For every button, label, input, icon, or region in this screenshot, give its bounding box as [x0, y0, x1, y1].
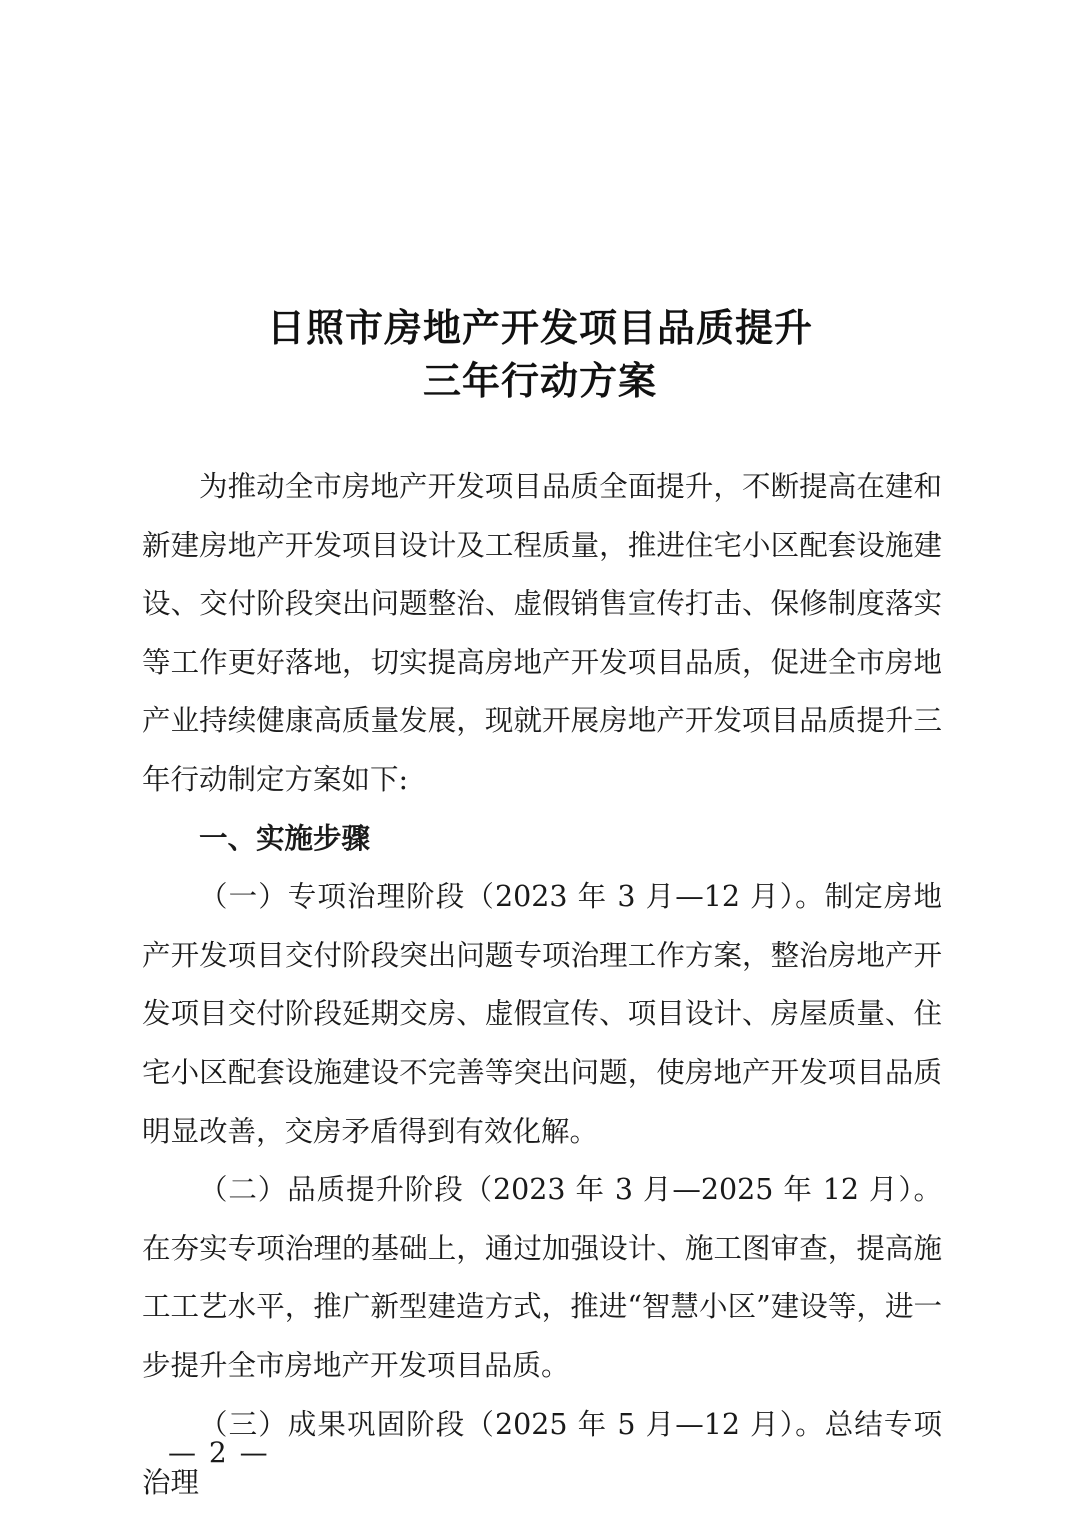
- stage3-paragraph: （三）成果巩固阶段（2025 年 5 月—12 月）。总结专项治理: [142, 1407, 942, 1500]
- document-title-line1: 日照市房地产开发项目品质提升: [266, 306, 813, 350]
- intro-paragraph: 为推动全市房地产开发项目品质全面提升，不断提高在建和新建房地产开发项目设计及工程质量，推进住宅小区配套设施建设、交付阶段突出问题整治、虚假销售宣传打击、保修制度落实等工作更好落地，切实提高房地产开发项目品质，促进全市房地产业持续健康高质量发展，现就开展房地产开发项目品质提升三年行动制定方案如下:: [142, 470, 942, 796]
- section-heading-implementation-steps: 一、实施步骤: [199, 821, 371, 855]
- document-title-line2: 三年行动方案: [422, 359, 657, 403]
- stage2-paragraph: （二）品质提升阶段（2023 年 3 月—2025 年 12 月）。在夯实专项治理的基础上，通过加强设计、施工图审查，提高施工工艺水平，推广新型建造方式，推进“智慧小区”建设等，进一步提升全市房地产开发项目品质。: [142, 1173, 942, 1382]
- stage1-paragraph: （一）专项治理阶段（2023 年 3 月—12 月）。制定房地产开发项目交付阶段突出问题专项治理工作方案，整治房地产开发项目交付阶段延期交房、虚假宣传、项目设计、房屋质量、住宅小区配套设施建设不完善等突出问题，使房地产开发项目品质明显改善，交房矛盾得到有效化解。: [142, 880, 942, 1148]
- page-number: — 2 —: [168, 1436, 270, 1469]
- document-body: [142, 458, 942, 1513]
